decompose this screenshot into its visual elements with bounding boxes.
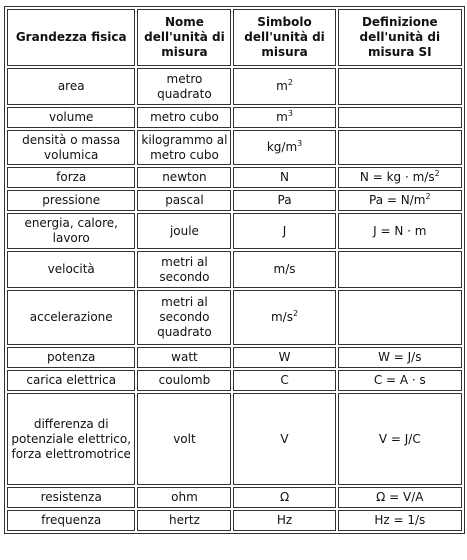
table-row xyxy=(7,347,462,368)
symbol-exponent: 3 xyxy=(297,139,303,148)
cell-definition xyxy=(338,370,462,391)
definition-base: V = J/C xyxy=(378,431,421,446)
table-row xyxy=(7,487,462,508)
table-row xyxy=(7,167,462,188)
table-row xyxy=(7,370,462,391)
table-body xyxy=(7,68,462,531)
cell-quantity: potenza xyxy=(7,347,135,368)
header-quantity: Grandezza fisica xyxy=(7,9,135,66)
cell-unit-name: metri al secondo xyxy=(137,251,231,288)
header-unit-symbol: Simbolo dell'unità di misura xyxy=(233,9,335,66)
table-row xyxy=(7,130,462,165)
cell-symbol xyxy=(233,251,335,288)
cell-quantity: energia, calore, lavoro xyxy=(7,213,135,249)
cell-unit-name: joule xyxy=(137,213,231,249)
cell-definition xyxy=(338,190,462,211)
definition-base: W = J/s xyxy=(378,350,422,364)
symbol-base: m/s xyxy=(273,262,296,276)
cell-definition xyxy=(338,347,462,368)
cell-symbol xyxy=(233,130,335,165)
table-row xyxy=(7,290,462,345)
cell-symbol xyxy=(233,190,335,211)
cell-quantity: carica elettrica xyxy=(7,370,135,391)
cell-symbol xyxy=(233,370,335,391)
cell-unit-name: metri al secondo quadrato xyxy=(137,290,231,345)
symbol-base: m xyxy=(276,79,288,93)
cell-quantity: densità o massa volumica xyxy=(7,130,135,165)
cell-symbol xyxy=(233,393,335,485)
symbol-base: V xyxy=(280,431,289,446)
table-row xyxy=(7,251,462,288)
cell-symbol xyxy=(233,167,335,188)
symbol-base: kg/m xyxy=(266,140,298,154)
cell-symbol xyxy=(233,68,335,105)
definition-base: J = N · m xyxy=(373,223,427,238)
symbol-base: m xyxy=(276,110,288,124)
cell-quantity: resistenza xyxy=(7,487,135,508)
cell-unit-name: ohm xyxy=(137,487,231,508)
definition-exponent: 2 xyxy=(425,192,431,201)
cell-unit-name: pascal xyxy=(137,190,231,211)
cell-symbol xyxy=(233,510,335,531)
table-header xyxy=(7,9,462,66)
symbol-base: W xyxy=(278,350,291,364)
cell-symbol xyxy=(233,213,335,249)
symbol-exponent: 2 xyxy=(287,78,293,87)
cell-definition xyxy=(338,130,462,165)
symbol-base: m/s xyxy=(270,310,293,324)
cell-definition xyxy=(338,167,462,188)
cell-quantity: frequenza xyxy=(7,510,135,531)
symbol-base: Hz xyxy=(276,513,293,527)
header-si-definition: Definizione dell'unità di misura SI xyxy=(338,9,462,66)
cell-quantity: differenza di potenziale elettrico, forza elettromotrice xyxy=(7,393,135,485)
cell-quantity: forza xyxy=(7,167,135,188)
cell-definition xyxy=(338,290,462,345)
cell-symbol xyxy=(233,487,335,508)
symbol-base: N xyxy=(280,170,290,184)
table-row xyxy=(7,107,462,128)
cell-definition xyxy=(338,68,462,105)
cell-unit-name: metro cubo xyxy=(137,107,231,128)
definition-base: Hz = 1/s xyxy=(374,513,426,527)
si-units-table xyxy=(4,6,465,534)
table-row xyxy=(7,190,462,211)
cell-definition xyxy=(338,510,462,531)
cell-symbol xyxy=(233,290,335,345)
header-unit-name: Nome dell'unità di misura xyxy=(137,9,231,66)
header-row xyxy=(7,9,462,66)
cell-unit-name: newton xyxy=(137,167,231,188)
symbol-base: C xyxy=(280,373,289,387)
symbol-exponent: 2 xyxy=(292,309,299,318)
symbol-base: Ω xyxy=(279,490,290,504)
definition-exponent: 2 xyxy=(434,169,440,178)
cell-unit-name: hertz xyxy=(137,510,231,531)
cell-definition xyxy=(338,393,462,485)
symbol-base: J xyxy=(282,223,287,238)
cell-quantity: accelerazione xyxy=(7,290,135,345)
definition-base: Ω = V/A xyxy=(376,490,424,504)
cell-definition xyxy=(338,251,462,288)
table-row xyxy=(7,68,462,105)
table-row xyxy=(7,510,462,531)
cell-symbol xyxy=(233,107,335,128)
definition-base: Pa = N/m xyxy=(369,193,426,207)
cell-unit-name: metro quadrato xyxy=(137,68,231,105)
cell-quantity: area xyxy=(7,68,135,105)
cell-unit-name: coulomb xyxy=(137,370,231,391)
symbol-exponent: 3 xyxy=(287,109,293,118)
cell-unit-name: kilogrammo al metro cubo xyxy=(137,130,231,165)
symbol-base: Pa xyxy=(277,193,292,207)
cell-definition xyxy=(338,213,462,249)
table-row xyxy=(7,393,462,485)
cell-definition xyxy=(338,487,462,508)
definition-base: N = kg · m/s xyxy=(359,170,435,184)
cell-unit-name: watt xyxy=(137,347,231,368)
table-row xyxy=(7,213,462,249)
cell-quantity: volume xyxy=(7,107,135,128)
cell-unit-name: volt xyxy=(137,393,231,485)
cell-quantity: pressione xyxy=(7,190,135,211)
cell-definition xyxy=(338,107,462,128)
cell-quantity: velocità xyxy=(7,251,135,288)
definition-base: C = A · s xyxy=(373,373,426,387)
cell-symbol xyxy=(233,347,335,368)
